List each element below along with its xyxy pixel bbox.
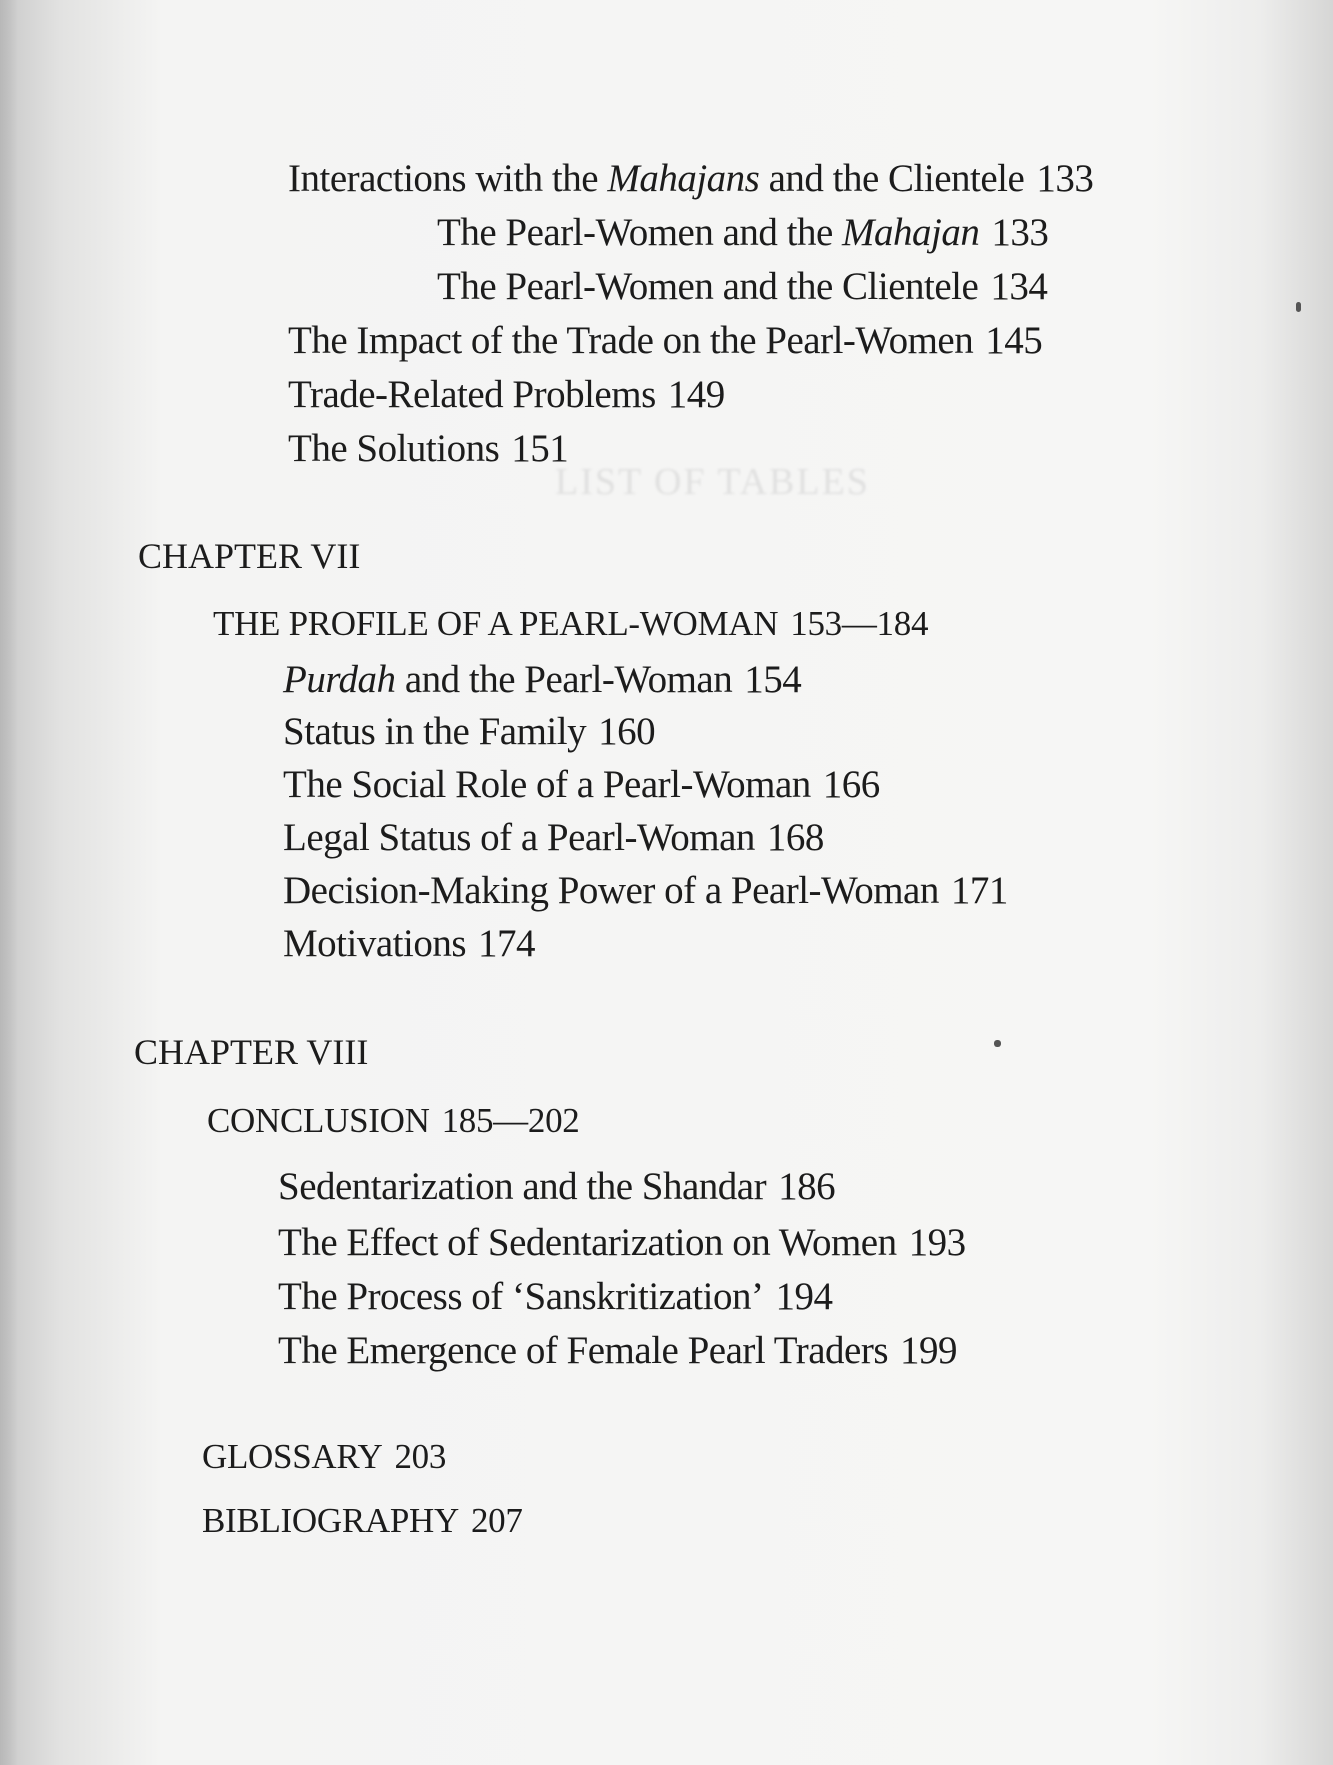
toc-entry: The Emergence of Female Pearl Traders 199 bbox=[278, 1329, 957, 1372]
page-number: 193 bbox=[908, 1221, 966, 1264]
page-number: 166 bbox=[822, 763, 880, 806]
toc-entry: Legal Status of a Pearl-Woman 168 bbox=[283, 816, 824, 859]
toc-glossary: GLOSSARY 203 bbox=[202, 1437, 447, 1476]
ink-speck bbox=[1296, 302, 1301, 312]
page-number: 154 bbox=[744, 658, 802, 701]
page-number: 171 bbox=[950, 869, 1008, 912]
toc-subentry: The Pearl-Women and the Mahajan 133 bbox=[437, 211, 1049, 254]
ink-speck bbox=[994, 1040, 1001, 1047]
page-number: 174 bbox=[478, 922, 536, 965]
page-number: 133 bbox=[991, 211, 1049, 254]
toc-bibliography: BIBLIOGRAPHY 207 bbox=[202, 1501, 523, 1540]
page-number: 194 bbox=[775, 1275, 833, 1318]
toc-entry: Decision-Making Power of a Pearl-Woman 171 bbox=[283, 869, 1008, 912]
chapter-title: CONCLUSION 185—202 bbox=[207, 1101, 580, 1140]
toc-entry: Purdah and the Pearl-Woman 154 bbox=[283, 658, 802, 701]
page-number: 133 bbox=[1036, 157, 1094, 200]
toc-entry: The Solutions 151 bbox=[288, 427, 569, 470]
page-number: 134 bbox=[990, 265, 1048, 308]
page-number: 186 bbox=[778, 1165, 836, 1208]
toc-entry: Motivations 174 bbox=[283, 922, 536, 965]
chapter-title: THE PROFILE OF A PEARL-WOMAN 153—184 bbox=[213, 604, 929, 643]
toc-entry: Status in the Family 160 bbox=[283, 710, 656, 753]
toc-entry: The Social Role of a Pearl-Woman 166 bbox=[283, 763, 880, 806]
page-number: 168 bbox=[766, 816, 824, 859]
page-number: 149 bbox=[667, 373, 725, 416]
toc-entry: The Impact of the Trade on the Pearl-Women 145 bbox=[288, 319, 1043, 362]
chapter-label: CHAPTER VII bbox=[138, 536, 361, 576]
page-number: 203 bbox=[394, 1437, 447, 1476]
toc-entry: The Process of ‘Sanskritization’ 194 bbox=[278, 1275, 833, 1318]
toc-entry: Trade-Related Problems 149 bbox=[288, 373, 725, 416]
toc-entry: Sedentarization and the Shandar 186 bbox=[278, 1165, 836, 1208]
page-range: 185—202 bbox=[441, 1101, 580, 1140]
page-number: 160 bbox=[598, 710, 656, 753]
chapter-label: CHAPTER VIII bbox=[134, 1032, 369, 1072]
bleed-through-heading: LIST OF TABLES bbox=[555, 461, 870, 503]
page-number: 145 bbox=[985, 319, 1043, 362]
toc-entry: The Effect of Sedentarization on Women 193 bbox=[278, 1221, 966, 1264]
page-number: 151 bbox=[511, 427, 569, 470]
page-number: 207 bbox=[470, 1501, 523, 1540]
page-range: 153—184 bbox=[790, 604, 929, 643]
toc-subentry: The Pearl-Women and the Clientele 134 bbox=[437, 265, 1048, 308]
toc-entry: Interactions with the Mahajans and the Clientele 133 bbox=[288, 157, 1094, 200]
spine-shadow bbox=[0, 0, 18, 1765]
page-number: 199 bbox=[900, 1329, 957, 1372]
